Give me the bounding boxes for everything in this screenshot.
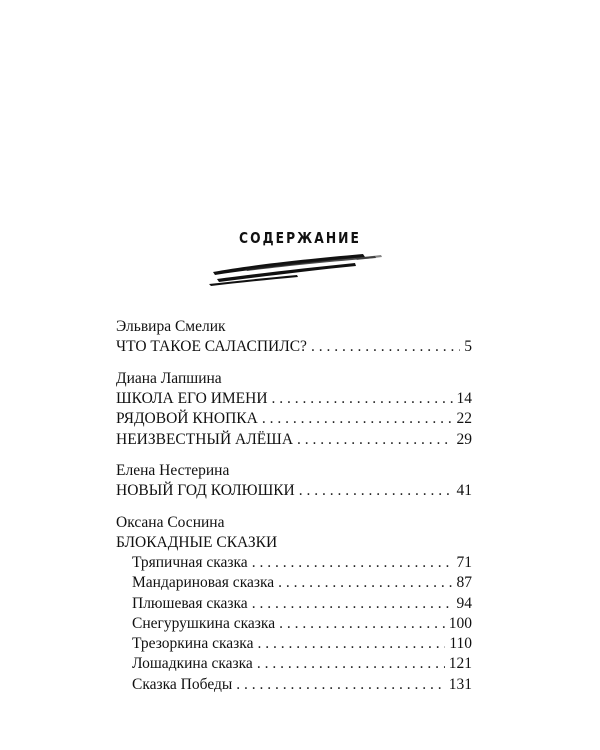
entry-page-number: 5 xyxy=(464,338,472,355)
author-name: Диана Лапшина xyxy=(116,369,222,387)
entry-page-number: 87 xyxy=(456,574,472,592)
dot-leader xyxy=(257,634,445,654)
entry-page-number: 100 xyxy=(448,614,472,632)
toc-entry xyxy=(116,481,472,502)
entry-title: ЧТО ТАКОЕ САЛАСПИЛС? xyxy=(116,338,307,355)
dot-leader xyxy=(272,389,453,410)
dot-leader xyxy=(279,614,445,634)
dot-leader xyxy=(311,337,460,358)
toc-entry xyxy=(116,337,472,358)
entry-title: Мандариновая сказка xyxy=(132,574,275,592)
entry-title: Лошадкина сказка xyxy=(132,655,253,673)
toc-entry xyxy=(116,614,472,634)
entry-page-number: 41 xyxy=(456,482,472,499)
brush-stroke-decoration xyxy=(205,248,385,288)
entry-title: Плюшевая сказка xyxy=(132,594,248,612)
author-name: Оксана Соснина xyxy=(116,513,225,531)
toc-section xyxy=(116,460,472,502)
entry-page-number: 94 xyxy=(456,594,472,612)
dot-leader xyxy=(299,481,453,502)
dot-leader xyxy=(262,409,453,430)
toc-group-title xyxy=(116,533,472,554)
entry-page-number: 131 xyxy=(448,675,472,693)
entry-title: РЯДОВОЙ КНОПКА xyxy=(116,410,258,427)
toc-entry xyxy=(116,675,472,695)
entry-title: Сказка Победы xyxy=(132,675,233,693)
entry-page-number: 71 xyxy=(456,554,472,571)
entry-page-number: 14 xyxy=(456,389,472,407)
toc-entry xyxy=(116,634,472,654)
toc-section xyxy=(116,316,472,358)
toc-entry xyxy=(116,553,472,573)
author-name: Елена Нестерина xyxy=(116,462,230,479)
author-name: Эльвира Смелик xyxy=(116,318,226,335)
toc-section xyxy=(116,368,472,451)
entry-title: Снегурушкина сказка xyxy=(132,614,276,632)
entry-page-number: 29 xyxy=(456,430,472,448)
entry-title: НЕИЗВЕСТНЫЙ АЛЁША xyxy=(116,430,294,448)
contents-heading: СОДЕРЖАНИЕ xyxy=(239,229,361,247)
dot-leader xyxy=(297,430,452,451)
toc-entry xyxy=(116,594,472,614)
toc-entry xyxy=(116,409,472,430)
toc-entry xyxy=(116,573,472,593)
entry-title: ШКОЛА ЕГО ИМЕНИ xyxy=(116,389,268,407)
entry-title: Тряпичная сказка xyxy=(132,554,248,571)
toc-entry xyxy=(116,654,472,674)
dot-leader xyxy=(236,675,444,695)
toc-entry xyxy=(116,430,472,451)
table-of-contents xyxy=(116,316,472,695)
dot-leader xyxy=(278,573,452,593)
entry-page-number: 22 xyxy=(456,410,472,427)
group-title: БЛОКАДНЫЕ СКАЗКИ xyxy=(116,533,278,551)
entry-page-number: 110 xyxy=(449,635,472,653)
toc-entry xyxy=(116,389,472,410)
dot-leader xyxy=(252,553,453,573)
toc-section xyxy=(116,512,472,696)
entry-title: Трезоркина сказка xyxy=(132,635,254,653)
entry-page-number: 121 xyxy=(448,655,472,673)
dot-leader xyxy=(257,654,445,674)
entry-title: НОВЫЙ ГОД КОЛЮШКИ xyxy=(116,482,295,499)
dot-leader xyxy=(252,594,453,614)
